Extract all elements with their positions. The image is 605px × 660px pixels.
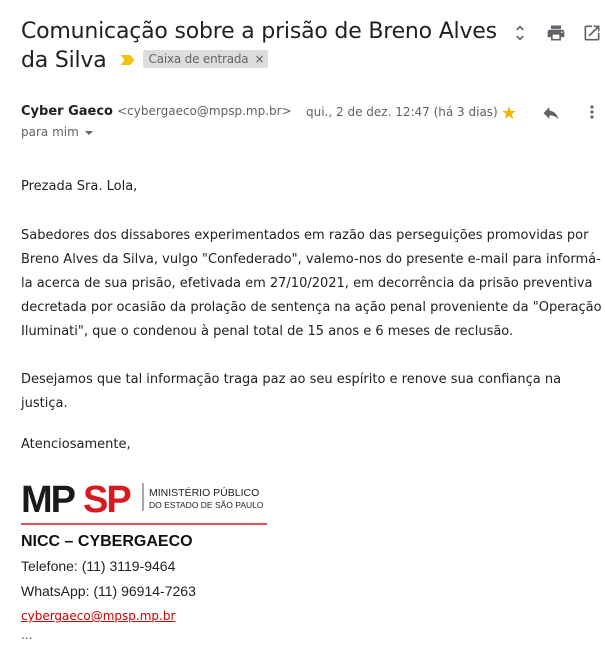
signature-whatsapp: WhatsApp: (11) 96914-7263 <box>21 583 196 599</box>
inbox-label-text: Caixa de entrada <box>148 52 249 66</box>
inbox-label-chip[interactable] <box>143 50 269 68</box>
more-vert-icon[interactable] <box>582 102 602 127</box>
closing: Atenciosamente, <box>21 437 131 452</box>
greeting: Prezada Sra. Lola, <box>21 179 138 194</box>
logo-line-1: MINISTÉRIO PÚBLICO <box>149 487 260 499</box>
recipients-text: para mim <box>21 125 79 139</box>
trimmed-content-ellipsis[interactable]: ... <box>21 628 33 642</box>
sender-email: <cybergaeco@mpsp.mp.br> <box>117 104 292 118</box>
reply-icon[interactable] <box>541 103 561 128</box>
mpsp-logo <box>21 478 267 526</box>
recipients-line[interactable] <box>21 125 93 139</box>
logo-line-2: DO ESTADO DE SÃO PAULO <box>149 500 264 510</box>
open-in-new-window-icon[interactable] <box>580 21 604 45</box>
importance-marker-icon[interactable] <box>121 55 135 65</box>
remove-label-icon[interactable]: × <box>254 52 265 66</box>
message-date: qui., 2 de dez. 12:47 (há 3 dias) <box>306 105 498 119</box>
print-icon[interactable] <box>544 21 568 45</box>
body-paragraph-1: Sabedores dos dissabores experimentados em razão das perseguições promovidas por Breno Alves da Silva, vulgo "Confederado", valemo-nos do presente e-mail para informá-la acerca de sua prisão, efetivada em 27/10/2021, em decorrência da prisão preventiva decretada por ocasião da prolação de sentença na ação penal proveniente da "Operação Iluminati", que o condenou à penal total de 15 anos e 6 meses de reclusão. <box>21 228 602 339</box>
chevron-down-icon[interactable] <box>85 131 93 135</box>
signature-email-link[interactable]: cybergaeco@mpsp.mp.br <box>21 609 176 623</box>
logo-sp-text: SP <box>83 479 130 521</box>
subject-text: Comunicação sobre a prisão de Breno Alves da Silva <box>21 19 497 73</box>
expand-collapse-icon[interactable] <box>508 21 532 45</box>
sender-line <box>21 104 292 119</box>
body-paragraph-2: Desejamos que tal informação traga paz ao seu espírito e renove sua confiança na justiça. <box>21 372 562 411</box>
signature-phone: Telefone: (11) 3119-9464 <box>21 558 176 574</box>
star-icon[interactable]: ★ <box>501 103 518 123</box>
sender-name[interactable]: Cyber Gaeco <box>21 104 113 119</box>
logo-mp-text: MP <box>21 479 74 521</box>
signature-name: NICC – CYBERGAECO <box>21 533 193 550</box>
email-subject <box>21 17 501 75</box>
